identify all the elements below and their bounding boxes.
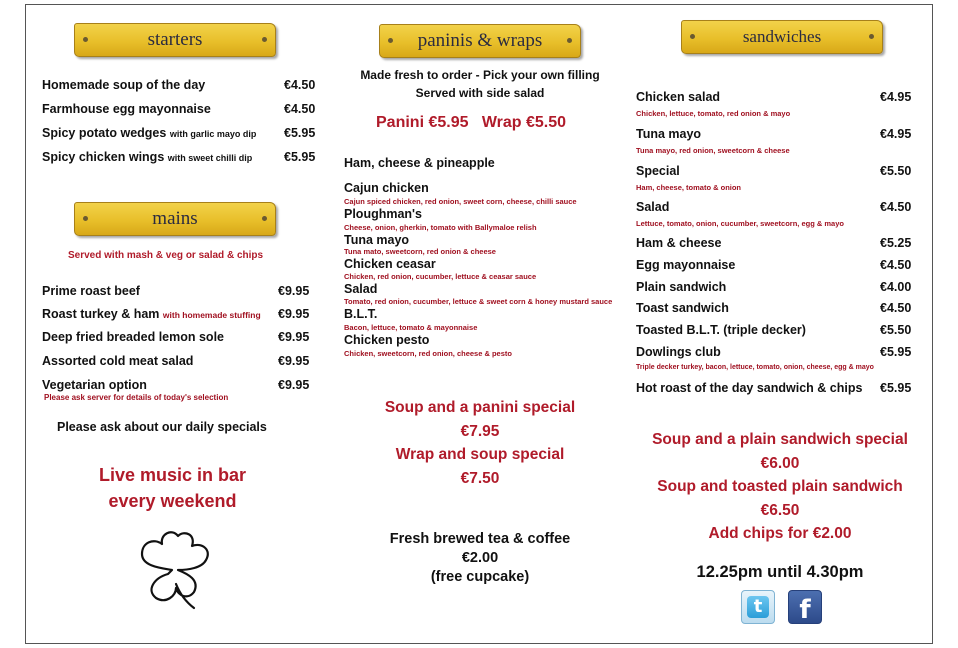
twitter-glyph: t	[747, 596, 769, 618]
sandwich-name: Chicken salad	[636, 90, 721, 104]
live-music-line2: every weekend	[108, 491, 237, 511]
tea-line-1: Fresh brewed tea & coffee	[389, 531, 571, 547]
daily-specials-text: Please ask about our daily specials	[57, 420, 267, 434]
sandwich-name: Tuna mayo	[636, 127, 702, 141]
nail-icon	[262, 216, 267, 221]
sandwich-name: Dowlings club	[636, 345, 721, 359]
panini-specials	[340, 396, 620, 490]
main-item-note: with homemade stuffing	[162, 310, 261, 320]
panini-price: Panini €5.95	[376, 114, 469, 131]
mains-subtitle: Served with mash & veg or salad & chips	[68, 250, 264, 261]
add-chips: Add chips for €2.00	[708, 525, 852, 542]
filling-desc: Cajun spiced chicken, red onion, sweet corn, cheese, chilli sauce	[344, 197, 577, 206]
tea-line-3: (free cupcake)	[430, 569, 530, 585]
sandwich-name: Special	[636, 164, 680, 178]
sandwich-desc: Chicken, lettuce, tomato, red onion & mayo	[636, 109, 791, 118]
panini-special-1: Soup and a panini special	[384, 399, 576, 416]
nail-icon	[690, 34, 695, 39]
main-item-name: Vegetarian option	[42, 378, 147, 392]
starter-item-name: Homemade soup of the day	[42, 78, 206, 92]
sandwich-price: €5.95	[880, 345, 912, 359]
main-item-price: €9.95	[278, 354, 310, 368]
filling-desc: Tuna mato, sweetcorn, red onion & cheese	[344, 247, 496, 256]
paninis-heading: paninis & wraps	[417, 30, 543, 51]
twitter-icon[interactable]	[741, 590, 775, 624]
sandwich-price: €5.50	[880, 164, 912, 178]
live-music-line1: Live music in bar	[98, 465, 247, 485]
filling-name: Ham, cheese & pineapple	[344, 156, 495, 170]
sandwiches-sign	[681, 20, 883, 54]
starter-item-price: €5.95	[284, 126, 316, 140]
main-item-price: €9.95	[278, 307, 310, 321]
nail-icon	[262, 37, 267, 42]
starter-item-price: €4.50	[284, 78, 316, 92]
sandwich-price: €4.50	[880, 258, 912, 272]
nail-icon	[869, 34, 874, 39]
sandwich-special-2-price: €6.50	[760, 501, 800, 519]
mains-heading: mains	[152, 208, 198, 229]
filling-name: Ploughman's	[344, 207, 422, 221]
shamrock-icon	[132, 528, 216, 610]
wrap-price: Wrap €5.50	[481, 114, 567, 131]
sandwich-price: €4.50	[880, 200, 912, 214]
starter-item-price: €5.95	[284, 150, 316, 164]
sandwich-special-2: Soup and toasted plain sandwich	[657, 478, 903, 495]
sandwich-desc: Ham, cheese, tomato & onion	[636, 183, 742, 192]
main-item-name: Prime roast beef	[42, 284, 140, 298]
filling-name: Chicken ceasar	[344, 257, 436, 271]
tea-line-2: €2.00	[461, 550, 499, 566]
sandwich-desc: Triple decker turkey, bacon, lettuce, tomato, onion, cheese, egg & mayo	[636, 364, 874, 371]
sandwich-specials	[628, 428, 932, 546]
panini-wrap-prices	[376, 114, 566, 132]
nail-icon	[83, 216, 88, 221]
filling-desc: Chicken, sweetcorn, red onion, cheese & pesto	[344, 349, 512, 358]
facebook-icon[interactable]	[788, 590, 822, 624]
live-music-text	[60, 462, 285, 514]
sandwich-price: €4.00	[880, 280, 912, 294]
sandwich-price: €5.25	[880, 236, 912, 250]
sandwich-special-1: Soup and a plain sandwich special	[652, 431, 908, 448]
filling-name: Salad	[344, 282, 378, 296]
panini-special-1-price: €7.95	[460, 422, 500, 440]
filling-desc: Cheese, onion, gherkin, tomato with Ballymaloe relish	[344, 223, 537, 232]
veg-note: Please ask server for details of today's selection	[44, 393, 229, 402]
starter-item-name: Spicy chicken wings with sweet chilli dip	[42, 150, 253, 164]
sandwich-name: Toast sandwich	[636, 301, 729, 315]
sandwich-name: Ham & cheese	[636, 236, 722, 250]
nail-icon	[83, 37, 88, 42]
panini-special-2-price: €7.50	[460, 469, 500, 487]
starter-item-name: Farmhouse egg mayonnaise	[42, 102, 211, 116]
paninis-sign	[379, 24, 581, 58]
opening-hours: 12.25pm until 4.30pm	[696, 563, 864, 581]
sandwich-name: Plain sandwich	[636, 280, 727, 294]
tea-coffee	[340, 530, 620, 587]
sandwich-price: €5.50	[880, 323, 912, 337]
main-item-name: Roast turkey & ham with homemade stuffing	[42, 307, 261, 321]
nail-icon	[388, 38, 393, 43]
sandwich-price: €4.95	[880, 127, 912, 141]
main-item-price: €9.95	[278, 284, 310, 298]
sandwich-name: Hot roast of the day sandwich & chips	[636, 381, 863, 395]
main-item-price: €9.95	[278, 330, 310, 344]
mains-sign	[74, 202, 276, 236]
sandwich-price: €5.95	[880, 381, 912, 395]
sandwich-name: Salad	[636, 200, 670, 214]
starter-item-note: with sweet chilli dip	[167, 153, 253, 163]
paninis-intro-line2: Served with side salad	[415, 86, 545, 100]
filling-desc: Tomato, red onion, cucumber, lettuce & sweet corn & honey mustard sauce	[344, 297, 613, 306]
nail-icon	[567, 38, 572, 43]
sandwich-desc: Tuna mayo, red onion, sweetcorn & cheese	[636, 146, 790, 155]
filling-name: Cajun chicken	[344, 181, 429, 195]
paninis-intro	[340, 66, 620, 102]
paninis-intro-line1: Made fresh to order - Pick your own filling	[360, 68, 600, 82]
starters-sign	[74, 23, 276, 57]
main-item-name: Deep fried breaded lemon sole	[42, 330, 224, 344]
starter-item-name: Spicy potato wedges with garlic mayo dip	[42, 126, 257, 140]
filling-name: Chicken pesto	[344, 333, 430, 347]
sandwich-price: €4.50	[880, 301, 912, 315]
filling-name: Tuna mayo	[344, 233, 410, 247]
panini-special-2: Wrap and soup special	[395, 446, 565, 463]
filling-desc: Chicken, red onion, cucumber, lettuce & ceasar sauce	[344, 272, 537, 281]
sandwich-name: Egg mayonnaise	[636, 258, 736, 272]
filling-name: B.L.T.	[344, 307, 378, 321]
sandwich-desc: Lettuce, tomato, onion, cucumber, sweetcorn, egg & mayo	[636, 219, 844, 228]
starter-item-note: with garlic mayo dip	[169, 129, 257, 139]
facebook-glyph: f	[799, 595, 811, 625]
sandwiches-heading: sandwiches	[742, 27, 822, 46]
sandwich-name: Toasted B.L.T. (triple decker)	[636, 323, 806, 337]
filling-desc: Bacon, lettuce, tomato & mayonnaise	[344, 323, 478, 332]
starter-item-price: €4.50	[284, 102, 316, 116]
main-item-name: Assorted cold meat salad	[42, 354, 194, 368]
starters-heading: starters	[147, 29, 203, 50]
main-item-price: €9.95	[278, 378, 310, 392]
sandwich-price: €4.95	[880, 90, 912, 104]
sandwich-special-1-price: €6.00	[760, 454, 800, 472]
